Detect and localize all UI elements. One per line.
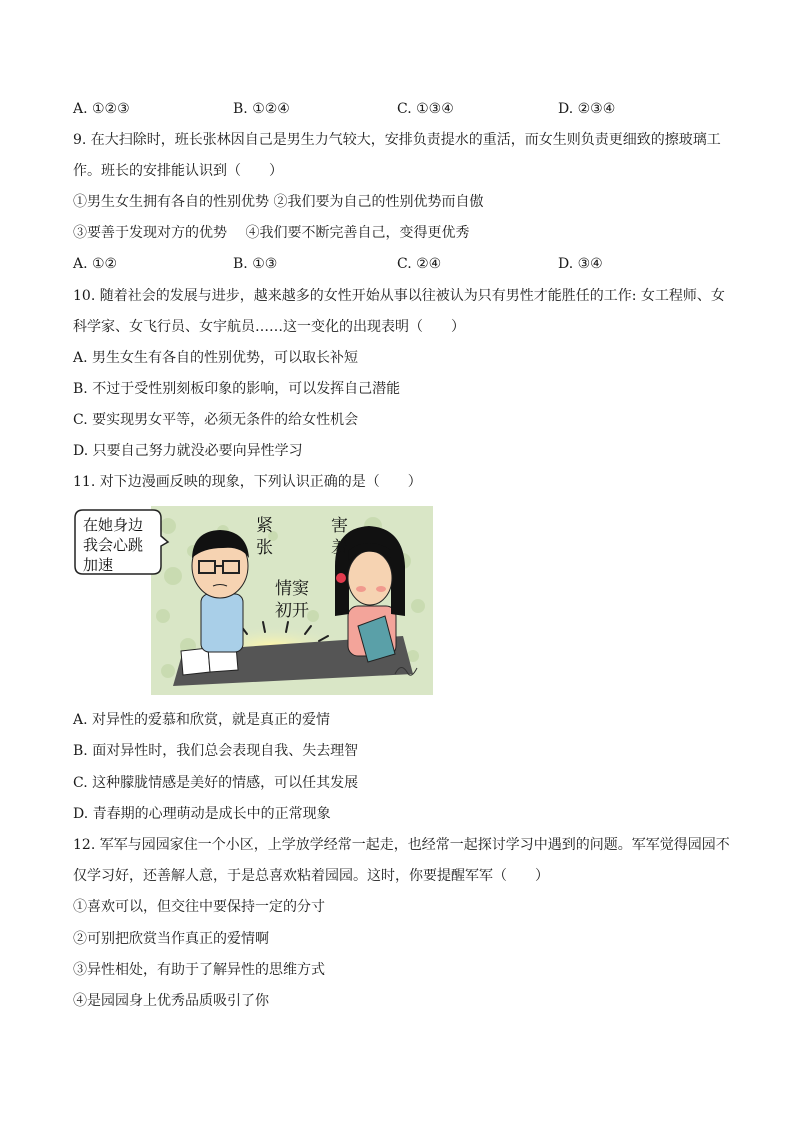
q9-item-line1: ①男生女生拥有各自的性别优势 ②我们要为自己的性别优势而自傲 bbox=[73, 194, 484, 210]
q12-stem-line2: 仅学习好，还善解人意，于是总喜欢粘着园园。这时，你要提醒军军（ ） bbox=[73, 868, 549, 884]
q9-options bbox=[73, 254, 713, 274]
q8-option-d: D. ②③④ bbox=[558, 101, 616, 117]
girl-label-char1: 害 bbox=[331, 516, 348, 536]
q9-option-a: A. ①② bbox=[73, 256, 118, 272]
q9-stem-line2: 作。班长的安排能认识到（ ） bbox=[73, 163, 283, 179]
boy-label-char2: 张 bbox=[256, 538, 273, 558]
bubble-line3: 加速 bbox=[83, 556, 114, 574]
q9-option-d: D. ③④ bbox=[558, 256, 603, 272]
q12-item-2: ②可别把欣赏当作真正的爱情啊 bbox=[73, 931, 269, 947]
q9-stem-line1: 9. 在大扫除时，班长张林因自己是男生力气较大，安排负责提水的重活，而女生则负责更细致的擦玻璃工 bbox=[73, 132, 721, 148]
q10-option-b: B. 不过于受性别刻板印象的影响，可以发挥自己潜能 bbox=[73, 381, 401, 397]
q8-option-a: A. ①②③ bbox=[73, 101, 130, 117]
q9-option-c: C. ②④ bbox=[397, 256, 442, 272]
q10-option-d: D. 只要自己努力就没必要向异性学习 bbox=[73, 443, 303, 459]
q10-option-c: C. 要实现男女平等，必须无条件的给女性机会 bbox=[73, 412, 359, 428]
boy-label-char1: 紧 bbox=[256, 516, 273, 536]
q8-options bbox=[73, 99, 713, 119]
q12-stem-line1: 12. 军军与园园家住一个小区，上学放学经常一起走，也经常一起探讨学习中遇到的问题。军军觉得园园不 bbox=[73, 837, 730, 853]
q9-item-line2: ③要善于发现对方的优势 ④我们要不断完善自己，变得更优秀 bbox=[73, 225, 470, 241]
q11-option-d: D. 青春期的心理萌动是成长中的正常现象 bbox=[73, 806, 331, 822]
q8-option-b: B. ①②④ bbox=[233, 101, 290, 117]
bubble-line2: 我会心跳 bbox=[83, 536, 144, 554]
q12-item-3: ③异性相处，有助于了解异性的思维方式 bbox=[73, 962, 325, 978]
bubble-line1: 在她身边 bbox=[83, 516, 144, 534]
q12-item-4: ④是园园身上优秀品质吸引了你 bbox=[73, 993, 269, 1009]
q10-stem-line1: 10. 随着社会的发展与进步，越来越多的女性开始从事以往被认为只有男性才能胜任的工作: 女工程师、女 bbox=[73, 288, 725, 304]
q8-option-c: C. ①③④ bbox=[397, 101, 454, 117]
q10-stem-line2: 科学家、女飞行员、女宇航员……这一变化的出现表明（ ） bbox=[73, 319, 465, 335]
girl-label-char2: 羞 bbox=[331, 538, 348, 558]
center-label-line2: 初开 bbox=[275, 601, 309, 621]
q11-stem: 11. 对下边漫画反映的现象，下列认识正确的是（ ） bbox=[73, 474, 422, 490]
q11-option-c: C. 这种朦胧情感是美好的情感，可以任其发展 bbox=[73, 775, 359, 791]
q10-option-a: A. 男生女生有各自的性别优势，可以取长补短 bbox=[73, 350, 359, 366]
q11-option-a: A. 对异性的爱慕和欣赏，就是真正的爱情 bbox=[73, 712, 331, 728]
q11-cartoon bbox=[73, 506, 433, 695]
q11-option-b: B. 面对异性时，我们总会表现自我、失去理智 bbox=[73, 743, 359, 759]
center-label-line1: 情窦 bbox=[275, 579, 309, 599]
q12-item-1: ①喜欢可以，但交往中要保持一定的分寸 bbox=[73, 899, 325, 915]
q9-option-b: B. ①③ bbox=[233, 256, 278, 272]
